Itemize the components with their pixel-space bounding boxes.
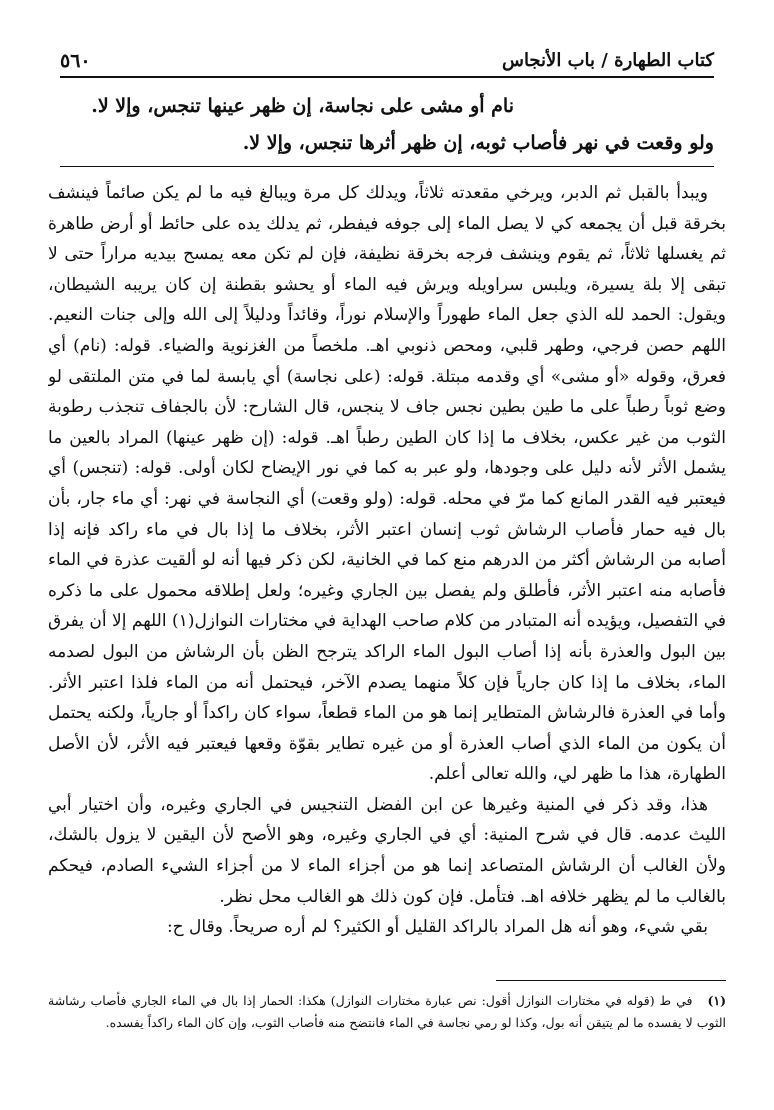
footnote-marker: (١) [707, 993, 726, 1008]
commentary-paragraph-2: هذا، وقد ذكر في المنية وغيرها عن ابن الفضل التنجيس في الجاري وغيره، وأن اختيار أبي الليث عدمه. قال في شرح المنية: أي في الجاري وغيره، وهو الأصح لأن اليقين لا يزول بالشك، ولأن الغالب أن الرشاش المتصاعد إنما هو من أجزاء الماء لا من أجزاء الشيء الصادم، فيحكم بالغالب ما لم يظهر خلافه اهـ. فتأمل. فإن كون ذلك هو الغالب محل نظر. [48, 794, 726, 907]
commentary-paragraph-1: ويبدأ بالقبل ثم الدبر، ويرخي مقعدته ثلاثاً، ويدلك كل مرة ويبالغ فيه ما لم يكن صائماً فينشف بخرقة قبل أن يجمعه كي لا يصل الماء إلى جوفه فيفطر، ثم يدلك يده على حائط أو أرض طاهرة ثم يغسلها ثلاثاً، ثم يقوم وينشف فرجه بخرقة نظيفة، فإن لم تكن معه يمسح بيديه مراراً حتى لا تبقى إلا بلة يسيرة، ويلبس سراويله ويرش فيه الماء أو يحشو بقطنة إن كان يريبه الشيطان، ويقول: الحمد لله الذي جعل الماء طهوراً والإسلام نوراً، وقائداً ودليلاً إلى الله وإلى جنات النعيم. اللهم حصن فرجي، وطهر قلبي، ومحص ذنوبي اهـ. ملخصاً من الغزنوية والضياء. قوله: (نام) أي فعرق، وقوله «أو مشى» أي وقدمه مبتلة. قوله: (على نجاسة) أي يابسة لما في متن الملتقى لو وضع ثوباً رطباً على ما طين بطين نجس جاف لا ينجس، قال الشارح: لأن بالجفاف تنجذب رطوبة الثوب من غير عكس، بخلاف ما إذا كان الطين رطباً اهـ. قوله: (إن ظهر عينها) المراد بالعين ما يشمل الأثر لأنه دليل على وجودها، ولو عبر به كما في نور الإيضاح لكان أولى. قوله: (تنجس) أي فيعتبر فيه القدر المانع كما مرّ في محله. قوله: (ولو وقعت) أي النجاسة في نهر: أي ماء جار، بأن بال فيه حمار فأصاب الرشاش ثوب إنسان اعتبر الأثر، بخلاف ما إذا بال في ماء راكد فإنه إذا أصابه من الرشاش أكثر من الدرهم منع كما في الخانية، لكن ذكر فيها أنه لو ألقيت عذرة في الماء فأصابه منه اعتبر الأثر، فأطلق ولم يفصل بين الجاري وغيره؛ ولعل إطلاقه محمول على ما ذكره في التفصيل، ويؤيده أنه المتبادر من كلام صاحب الهداية في مختارات النوازل(١) اللهم إلا أن يفرق بين البول والعذرة بأنه إذا أصاب البول الماء الراكد يترجح الظن بأن الرشاش من البول لصدمه الماء، بخلاف ما إذا كان جارياً فإن كلاً منهما يصدم الآخر، فيحتمل أنه من الماء فلذا اعتبر الأثر. وأما في العذرة فالرشاش المتطاير إنما هو من الماء قطعاً، سواء كان راكداً أو جارياً، ولكنه يحتمل أن يكون من الماء الذي أصاب العذرة أو من غيره تطاير بقوّة وقعها فيعتبر فيه الأثر، لأن الأصل الطهارة، هذا ما ظهر لي، والله تعالى أعلم. [48, 183, 726, 785]
page-number: ٥٦٠ [60, 50, 91, 72]
matn-line-2: ولو وقعت في نهر فأصاب ثوبه، إن ظهر أثرها تنجس، وإلا لا. [242, 132, 714, 154]
footnote-separator [496, 980, 726, 981]
commentary-text [48, 178, 726, 974]
footnote-text: في ط (قوله في مختارات النوازل أقول: نص عبارة مختارات النوازل) هكذا: الحمار إذا بال في الماء الجاري فأصاب رشاشة الثوب لا يفسده ما لم يتيقن أنه بول، وكذا لو رمي نجاسة في الماء فانتضح منه فأصاب الثوب، وإن كان الماء راكداً يفسده. [48, 993, 726, 1030]
matn-line-1: نام أو مشى على نجاسة، إن ظهر عينها تنجس، وإلا لا. [91, 95, 514, 117]
matn-text-block [60, 88, 714, 167]
running-title: كتاب الطهارة / باب الأنجاس [501, 50, 714, 71]
commentary-paragraph-3: بقي شيء، وهو أنه هل المراد بالراكد القليل أو الكثير؟ لم أره صريحاً. وقال ح: [166, 917, 708, 938]
footnotes-block [48, 990, 726, 1070]
page-header [60, 44, 714, 78]
